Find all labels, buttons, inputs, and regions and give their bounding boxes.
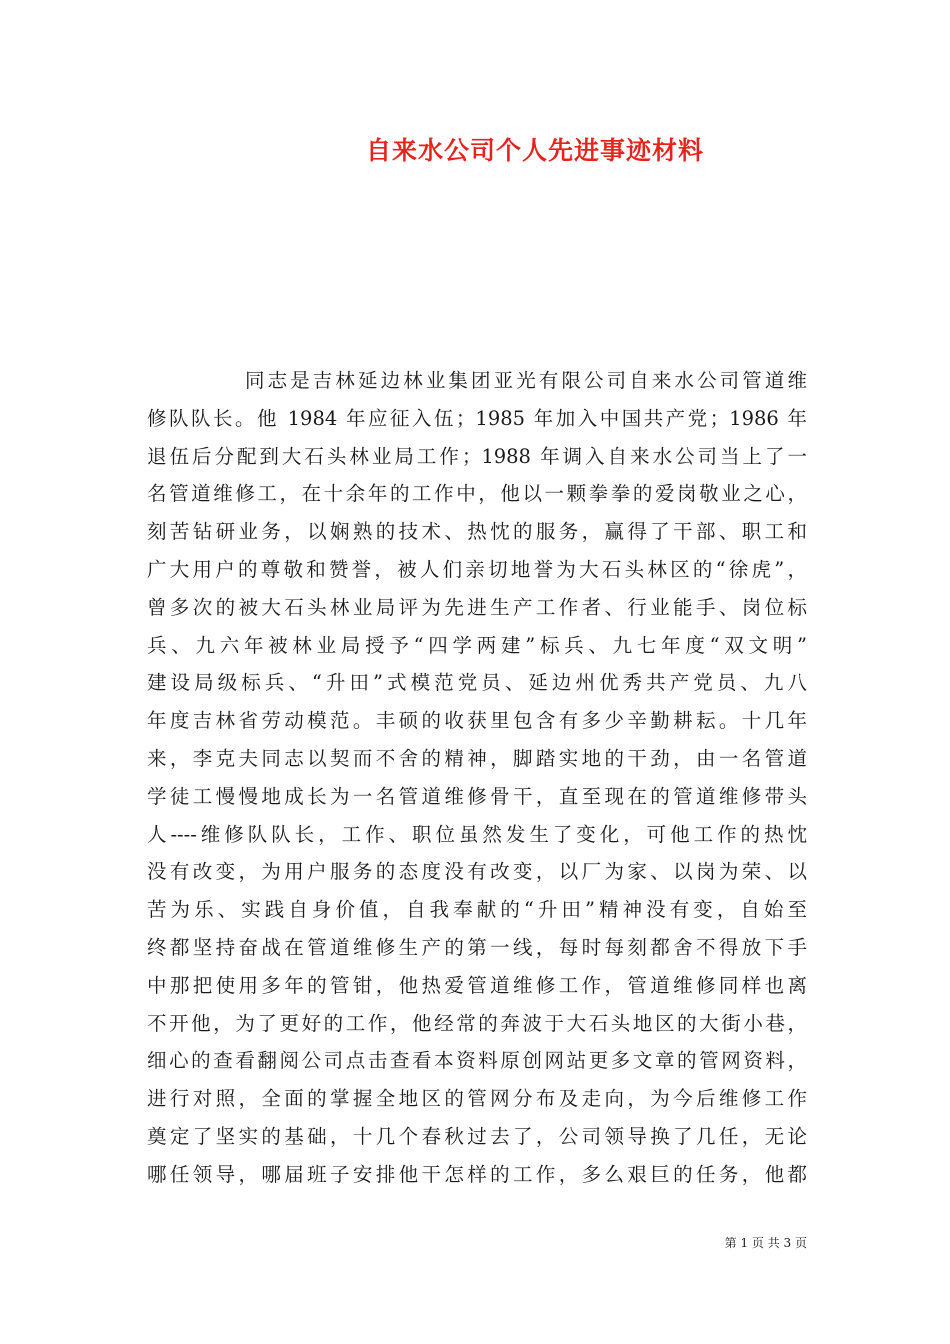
body-line: 刻苦钻研业务，以娴熟的技术、热忱的服务，赢得了干部、职工和 (147, 520, 807, 544)
body-line: 哪任领导，哪届班子安排他干怎样的工作，多么艰巨的任务，他都 (147, 1162, 807, 1186)
document-body (147, 362, 807, 1194)
body-line: 同志是吉林延边林业集团亚光有限公司自来水公司管道维 (245, 369, 807, 392)
body-line: 退伍后分配到大石头林业局工作；1988 年调入自来水公司当上了一 (147, 444, 807, 468)
document-title: 自来水公司个人先进事迹材料 (365, 136, 704, 165)
body-line: 奠定了坚实的基础，十几个春秋过去了，公司领导换了几任，无论 (147, 1124, 807, 1148)
body-line: 兵、九六年被林业局授予“四学两建”标兵、九七年度“双文明” (147, 633, 807, 657)
body-line: 来，李克夫同志以契而不舍的精神，脚踏实地的干劲，由一名管道 (147, 746, 807, 770)
body-line: 不开他，为了更好的工作，他经常的奔波于大石头地区的大街小巷， (147, 1011, 807, 1035)
body-line: 年度吉林省劳动模范。丰硕的收获里包含有多少辛勤耕耘。十几年 (147, 709, 807, 733)
body-line: 细心的查看翻阅公司点击查看本资料原创网站更多文章的管网资料， (147, 1049, 807, 1073)
body-line: 学徒工慢慢地成长为一名管道维修骨干，直至现在的管道维修带头 (147, 784, 807, 808)
body-line: 苦为乐、实践自身价值，自我奉献的“升田”精神没有变，自始至 (147, 898, 807, 922)
body-line: 进行对照，全面的掌握全地区的管网分布及走向，为今后维修工作 (147, 1087, 807, 1111)
body-line: 修队队长。他 1984 年应征入伍；1985 年加入中国共产党；1986 年 (147, 406, 807, 430)
body-line: 中那把使用多年的管钳，他热爱管道维修工作，管道维修同样也离 (147, 973, 807, 997)
body-line: 终都坚持奋战在管道维修生产的第一线，每时每刻都舍不得放下手 (147, 935, 807, 959)
body-line: 曾多次的被大石头林业局评为先进生产工作者、行业能手、岗位标 (147, 595, 807, 619)
page-number-footer: 第 1 页 共 3 页 (724, 1236, 807, 1250)
body-line: 人----维修队队长，工作、职位虽然发生了变化，可他工作的热忱 (147, 822, 807, 846)
body-line: 广大用户的尊敬和赞誉，被人们亲切地誉为大石头林区的“徐虎”， (147, 557, 807, 581)
body-line: 没有改变，为用户服务的态度没有改变，以厂为家、以岗为荣、以 (147, 860, 807, 884)
body-line: 建设局级标兵、“升田”式模范党员、延边州优秀共产党员、九八 (147, 671, 807, 695)
body-line: 名管道维修工，在十余年的工作中，他以一颗拳拳的爱岗敬业之心， (147, 482, 807, 506)
